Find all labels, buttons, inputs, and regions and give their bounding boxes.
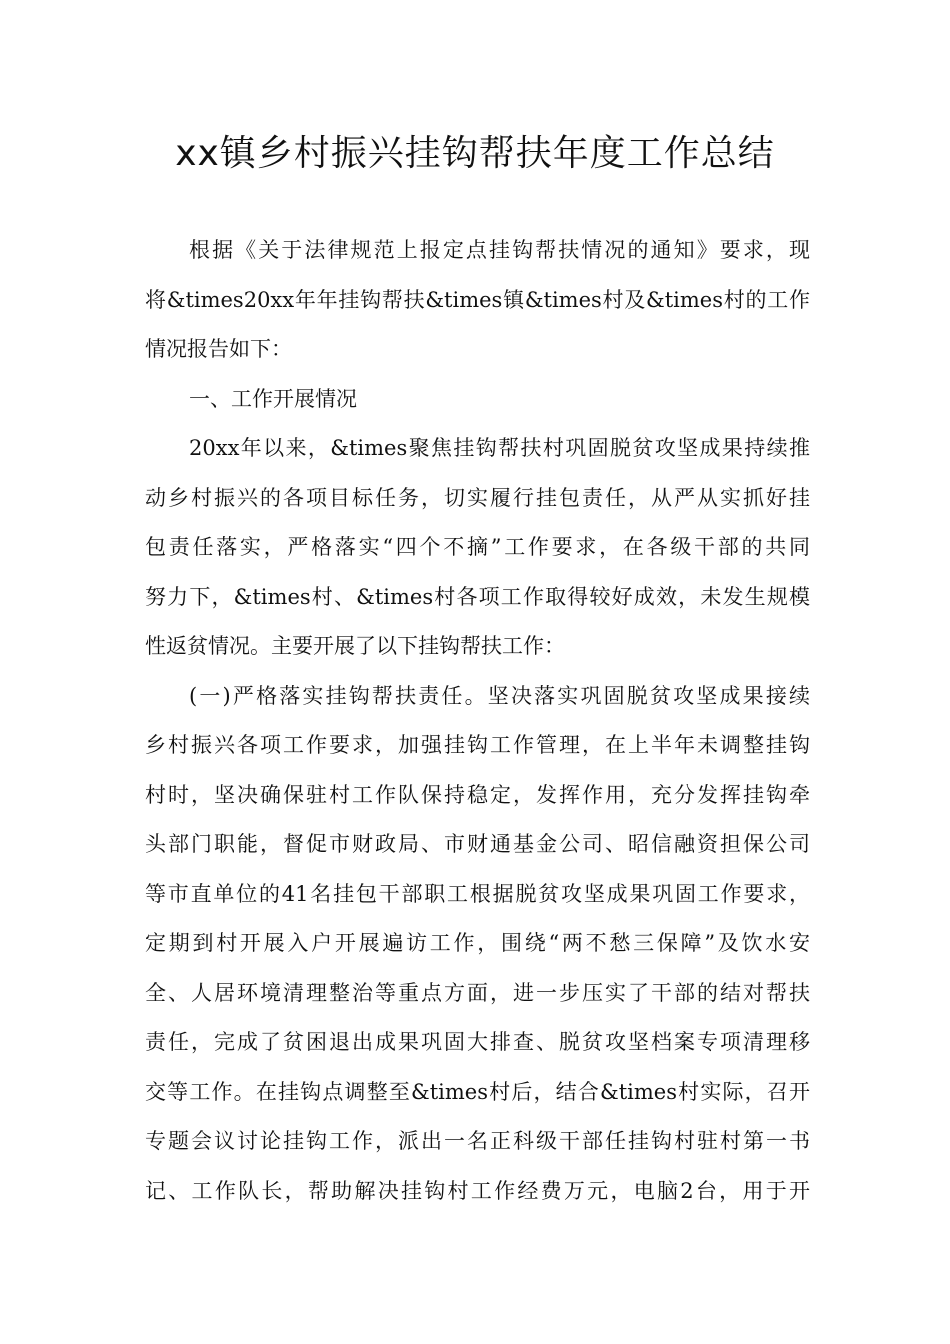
text-line: 根据《关于法律规范上报定点挂钩帮扶情况的通知》要求，现: [189, 238, 810, 262]
text-line: (一)严格落实挂钩帮扶责任。坚决落实巩固脱贫攻坚成果接续: [189, 683, 810, 708]
text-line: 乡村振兴各项工作要求，加强挂钩工作管理，在上半年未调整挂钩: [145, 733, 810, 757]
text-line: 动乡村振兴的各项目标任务，切实履行挂包责任，从严从实抓好挂: [145, 485, 810, 510]
text-line: 头部门职能，督促市财政局、市财通基金公司、昭信融资担保公司: [145, 832, 810, 856]
text-line: 专题会议讨论挂钩工作，派出一名正科级干部任挂钩村驻村第一书: [145, 1129, 810, 1153]
document-title: xx镇乡村振兴挂钩帮扶年度工作总结: [175, 133, 775, 174]
text-line: 20xx年以来，&times聚焦挂钩帮扶村巩固脱贫攻坚成果持续推: [189, 436, 810, 460]
text-line: 定期到村开展入户开展遍访工作，围绕“两不愁三保障”及饮水安: [145, 931, 810, 955]
text-line: 将&times20xx年年挂钩帮扶&times镇&times村及&times村的工作: [145, 287, 810, 312]
text-line: 努力下，&times村、&times村各项工作取得较好成效，未发生规模: [145, 584, 810, 609]
text-line: 责任，完成了贫困退出成果巩固大排查、脱贫攻坚档案专项清理移: [145, 1030, 810, 1054]
document-body: [145, 226, 810, 1216]
text-line: 等市直单位的41名挂包干部职工根据脱贫攻坚成果巩固工作要求，: [145, 881, 810, 906]
text-line: 全、人居环境清理整治等重点方面，进一步压实了干部的结对帮扶: [145, 980, 810, 1005]
text-line: 包责任落实，严格落实“四个不摘”工作要求，在各级干部的共同: [145, 535, 810, 559]
text-line: 性返贫情况。主要开展了以下挂钩帮扶工作：: [145, 634, 565, 658]
text-line: 记、工作队长，帮助解决挂钩村工作经费万元，电脑2台，用于开: [145, 1178, 810, 1203]
text-line: 交等工作。在挂钩点调整至&times村后，结合&times村实际，召开: [145, 1079, 810, 1104]
section-heading: 一、工作开展情况: [189, 386, 357, 411]
text-line: 村时，坚决确保驻村工作队保持稳定，发挥作用，充分发挥挂钩牵: [145, 782, 810, 807]
text-line: 情况报告如下：: [145, 337, 292, 361]
